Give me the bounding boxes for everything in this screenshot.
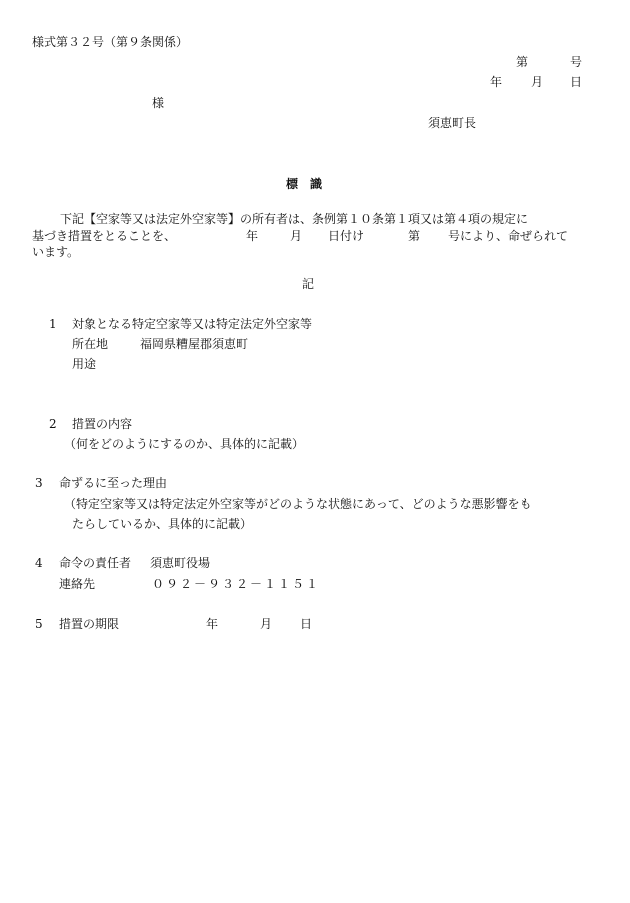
item-3-number: 3 — [35, 476, 43, 490]
item-5-year: 年 — [206, 617, 219, 631]
item-1-usage-label: 用途 — [72, 357, 97, 371]
body-line-1: 下記【空家等又は法定外空家等】の所有者は、条例第１０条第１項又は第４項の規定に — [60, 212, 529, 226]
item-1-location-label: 所在地 — [72, 337, 109, 351]
date-year: 年 — [490, 75, 503, 89]
issuer-name: 須恵町長 — [428, 116, 477, 130]
date-month: 月 — [531, 75, 544, 89]
body-line-2-dai: 第 — [408, 229, 421, 243]
body-line-2-rest: 号により、命ぜられて — [448, 229, 569, 243]
ki-heading: 記 — [302, 277, 315, 291]
body-line-2-year: 年 — [246, 229, 259, 243]
form-number: 様式第３２号（第９条関係） — [32, 35, 189, 49]
item-4-contact-label: 連絡先 — [59, 577, 96, 591]
document-title: 標 識 — [286, 177, 323, 191]
body-line-2-month: 月 — [290, 229, 303, 243]
item-3-label: 命ずるに至った理由 — [59, 476, 168, 490]
item-2-note: （何をどのようにするのか、具体的に記載） — [64, 437, 305, 451]
body-line-2a: 基づき措置をとることを、 — [32, 229, 177, 243]
date-day: 日 — [570, 75, 583, 89]
number-go: 号 — [570, 55, 583, 69]
item-4-label: 命令の責任者 — [59, 556, 132, 570]
body-line-2-dated: 日付け — [328, 229, 365, 243]
item-1-location-value: 福岡県糟屋郡須恵町 — [140, 337, 249, 351]
item-5-number: 5 — [35, 617, 43, 631]
item-1-label: 対象となる特定空家等又は特定法定外空家等 — [72, 317, 313, 331]
item-3-note-line-2: たらしているか、具体的に記載） — [72, 517, 253, 531]
addressee-suffix: 様 — [152, 96, 165, 110]
item-4-contact-value: ０９２－９３２－１１５１ — [152, 577, 321, 591]
item-5-label: 措置の期限 — [59, 617, 120, 631]
item-2-label: 措置の内容 — [72, 417, 133, 431]
item-5-day: 日 — [300, 617, 313, 631]
item-5-month: 月 — [260, 617, 273, 631]
item-4-number: 4 — [35, 556, 43, 570]
item-4-responsible: 須恵町役場 — [150, 556, 211, 570]
item-1-number: 1 — [49, 317, 57, 331]
number-dai: 第 — [516, 55, 529, 69]
item-2-number: 2 — [49, 417, 57, 431]
body-line-3: います。 — [32, 245, 80, 259]
item-3-note-line-1: （特定空家等又は特定法定外空家等がどのような状態にあって、どのような悪影響をも — [64, 497, 532, 511]
